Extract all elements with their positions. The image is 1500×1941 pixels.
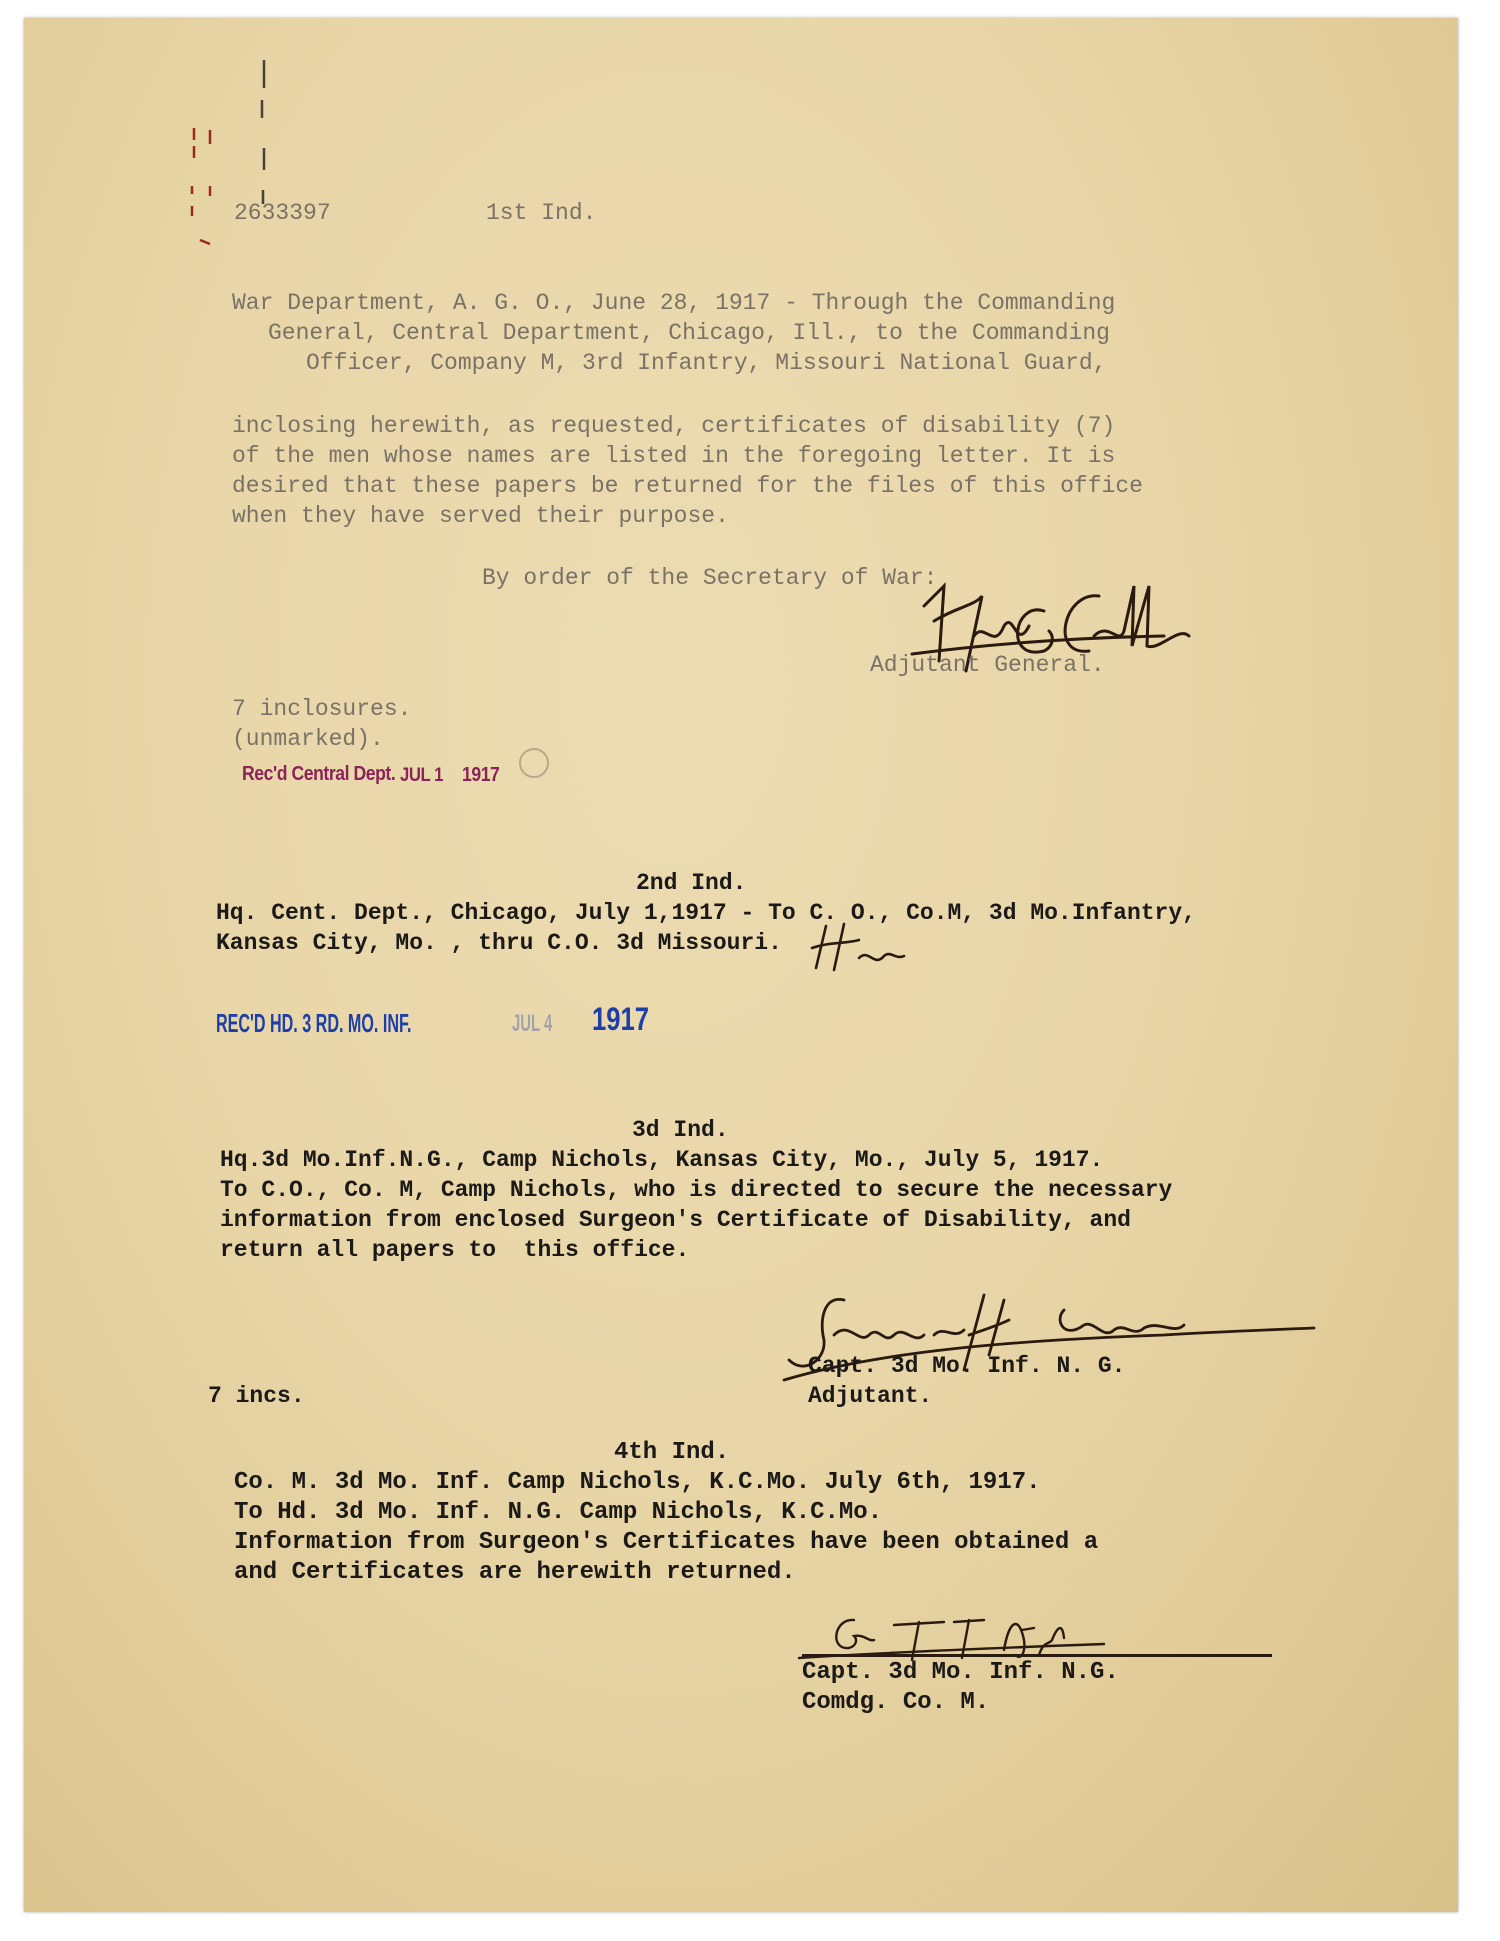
fourth-ind-line-4: and Certificates are herewith returned. <box>234 1559 796 1586</box>
third-ind-line-1: Hq.3d Mo.Inf.N.G., Camp Nichols, Kansas City, Mo., July 5, 1917. <box>220 1147 1104 1173</box>
initials-hl <box>804 918 914 988</box>
first-ind-heading: 1st Ind. <box>486 200 597 226</box>
second-ind-line-2: Kansas City, Mo. , thru C.O. 3d Missouri. <box>216 930 782 956</box>
inclosures-count: 7 inclosures. <box>232 696 412 722</box>
stamp-central-label: Rec'd Central Dept. <box>242 763 396 785</box>
first-ind-body-line-4: when they have served their purpose. <box>232 503 729 529</box>
third-ind-line-4: return all papers to this office. <box>220 1237 690 1263</box>
inclosures-note: (unmarked). <box>232 726 384 752</box>
fourth-ind-line-1: Co. M. 3d Mo. Inf. Camp Nichols, K.C.Mo. July 6th, 1917. <box>234 1469 1041 1496</box>
first-ind-signature-title: Adjutant General. <box>870 652 1105 678</box>
third-ind-line-3: information from enclosed Surgeon's Certificate of Disability, and <box>220 1207 1131 1233</box>
first-ind-body-line-2: of the men whose names are listed in the foregoing letter. It is <box>232 443 1116 469</box>
second-ind-line-1: Hq. Cent. Dept., Chicago, July 1,1917 - To C. O., Co.M, 3d Mo.Infantry, <box>216 900 1196 926</box>
stamp-hq-year: 1917 <box>592 1001 649 1037</box>
third-ind-inclosures: 7 incs. <box>208 1383 305 1409</box>
second-ind-heading: 2nd Ind. <box>636 870 747 896</box>
fourth-ind-line-2: To Hd. 3d Mo. Inf. N.G. Camp Nichols, K.C.Mo. <box>234 1499 883 1526</box>
stamp-hq-label: REC'D HD. 3 RD. MO. INF. <box>216 1008 412 1038</box>
third-ind-signature-title-1: Capt. 3d Mo. Inf. N. G. <box>808 1353 1126 1379</box>
third-ind-heading: 3d Ind. <box>632 1117 729 1143</box>
third-ind-signature-title-2: Adjutant. <box>808 1383 933 1409</box>
stamp-hq-date: JUL 4 <box>512 1010 553 1037</box>
signature-line <box>802 1654 1272 1657</box>
stamp-circle-mark <box>514 743 554 783</box>
first-ind-address-line-3: Officer, Company M, 3rd Infantry, Missouri National Guard, <box>306 350 1107 376</box>
document-page <box>24 18 1458 1912</box>
fourth-ind-heading: 4th Ind. <box>614 1439 730 1466</box>
order-line: By order of the Secretary of War: <box>482 565 938 591</box>
first-ind-address-line-1: War Department, A. G. O., June 28, 1917 - Through the Commanding <box>232 290 1116 316</box>
first-ind-body-line-3: desired that these papers be returned for the files of this office <box>232 473 1143 499</box>
fourth-ind-signature-title-2: Comdg. Co. M. <box>802 1689 990 1716</box>
first-ind-address-line-2: General, Central Department, Chicago, Ill., to the Commanding <box>268 320 1110 346</box>
fourth-ind-line-3: Information from Surgeon's Certificates have been obtained a <box>234 1529 1099 1556</box>
stamp-central-date: JUL 1 <box>400 765 444 786</box>
fourth-ind-signature-title-1: Capt. 3d Mo. Inf. N.G. <box>802 1659 1119 1686</box>
first-ind-body-line-1: inclosing herewith, as requested, certificates of disability (7) <box>232 413 1116 439</box>
third-ind-line-2: To C.O., Co. M, Camp Nichols, who is directed to secure the necessary <box>220 1177 1173 1203</box>
file-number: 2633397 <box>234 200 331 226</box>
stamp-central-year: 1917 <box>462 764 500 786</box>
